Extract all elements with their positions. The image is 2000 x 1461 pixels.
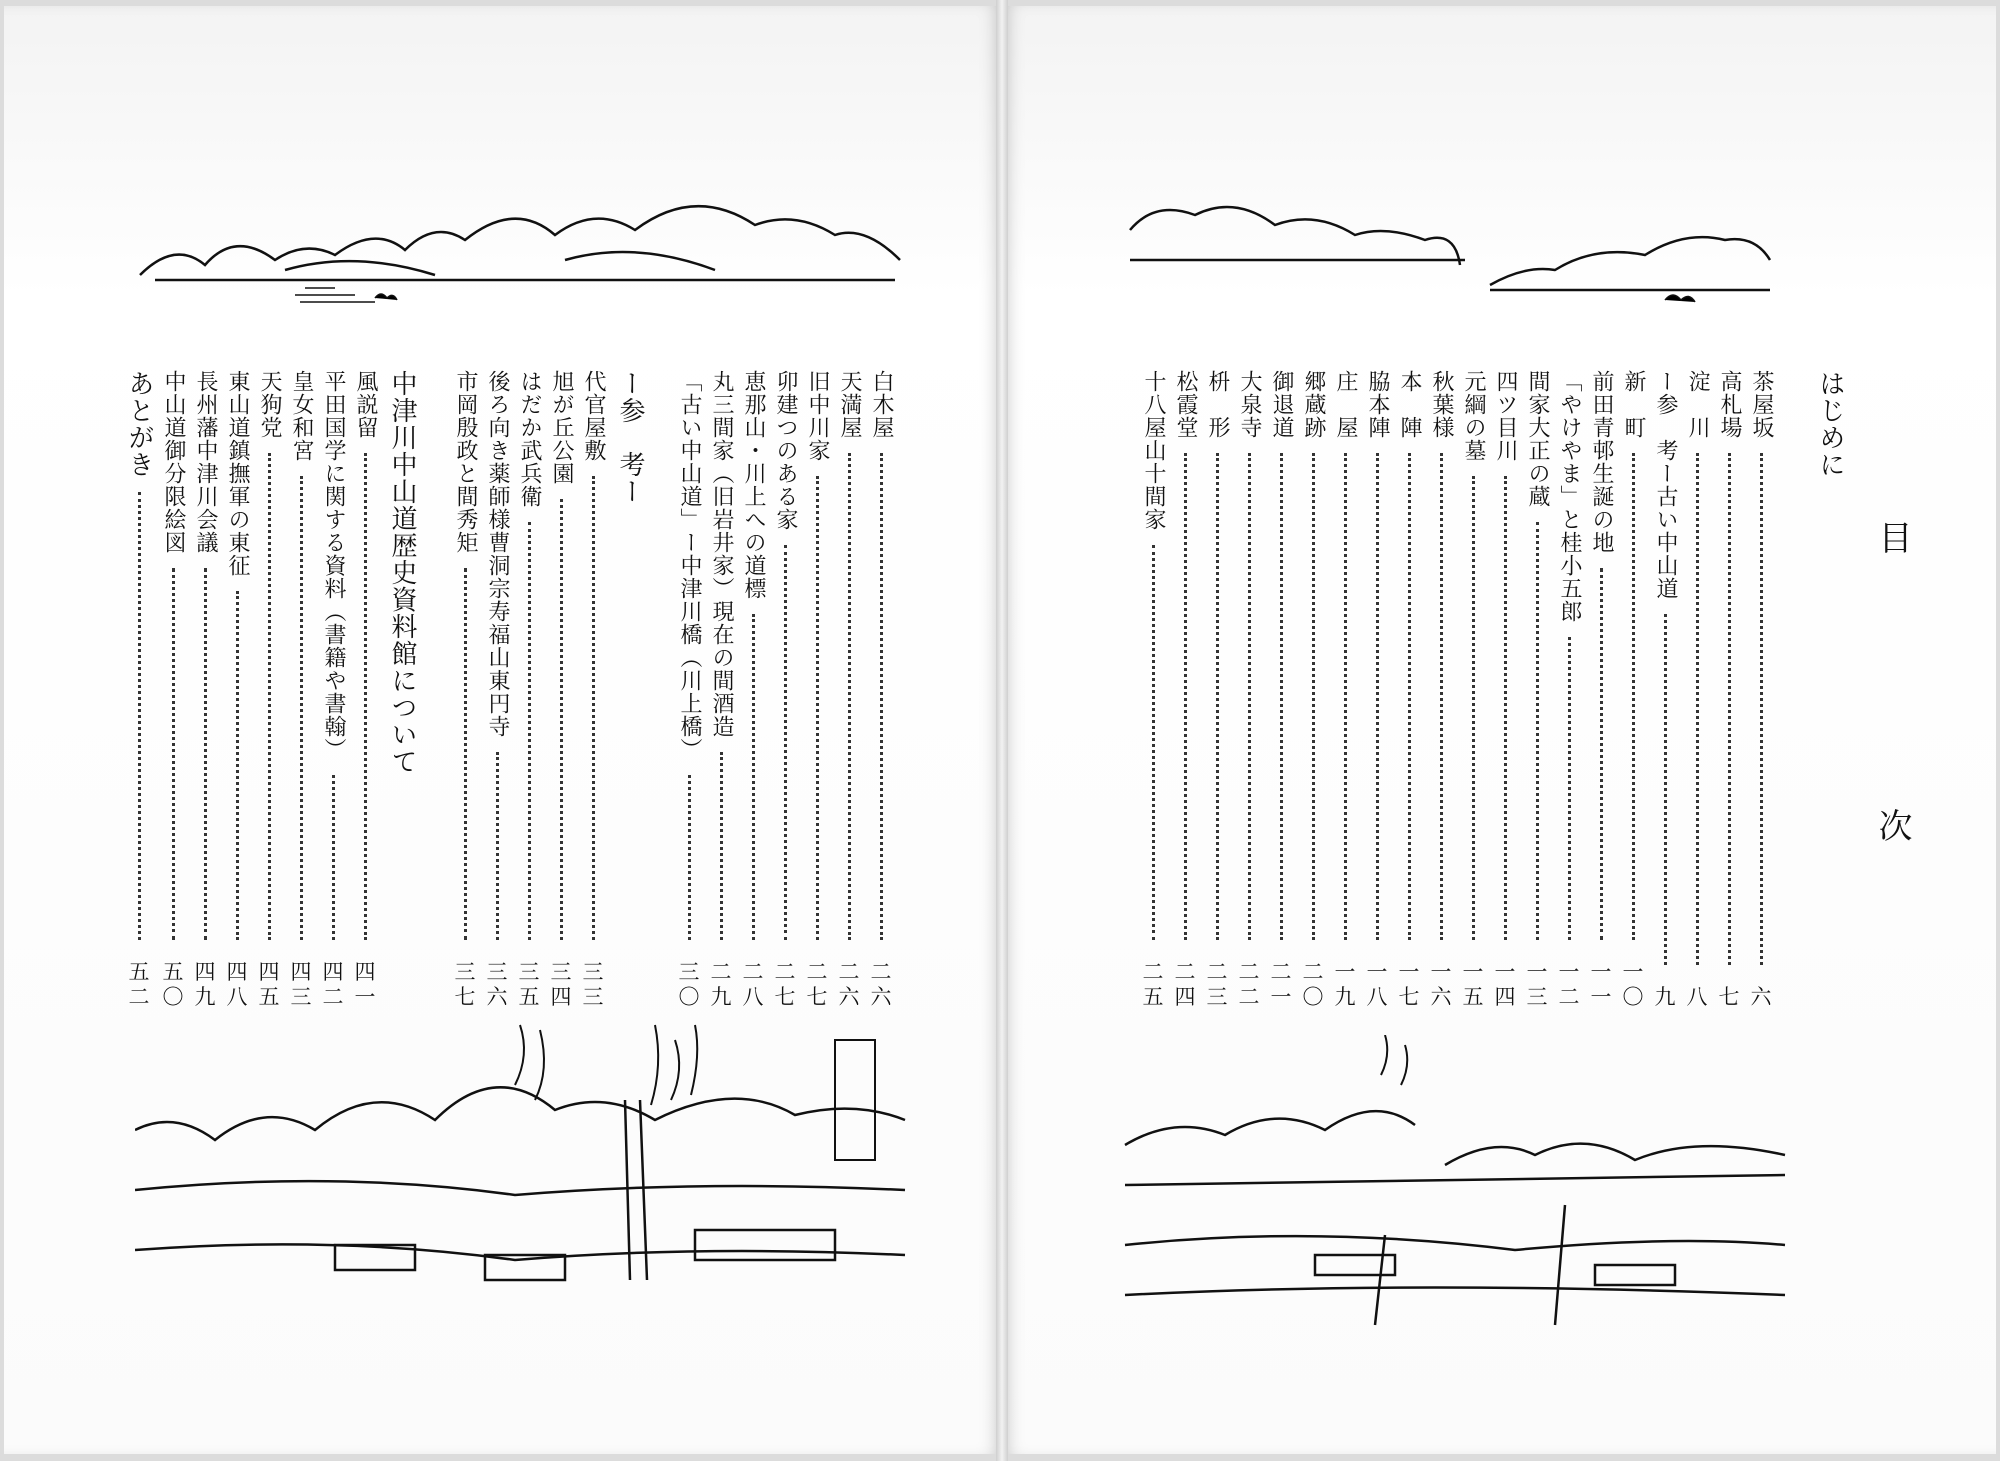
toc-page: 一二 [1558,959,1580,1009]
toc-entry[interactable] [224,370,250,1010]
toc-leader [848,453,851,940]
toc-label: 松霞堂 [1173,370,1198,439]
toc-page: 一五 [1462,959,1484,1009]
toc-label: 東山道鎮撫軍の東征 [225,370,250,577]
toc-leader [592,476,595,940]
toc-label: 元綱の墓 [1461,370,1486,462]
toc-entry[interactable] [1748,370,1774,1010]
toc-page: 二三 [1206,959,1228,1009]
toc-label: 淀 川 [1685,370,1710,439]
toc-leader [880,453,883,940]
toc-label: 白木屋 [869,370,894,439]
toc-leader [464,568,467,940]
toc-leader [816,476,819,940]
toc-leader [332,775,335,940]
toc-label: あとがき [124,370,154,478]
toc-label: 平田国学に関する資料（書籍や書翰） [321,370,346,761]
toc-page: 四二 [322,959,344,1009]
toc-entry[interactable] [1460,370,1486,1010]
toc-entry[interactable] [1268,370,1294,1010]
toc-page: 二八 [742,959,764,1009]
toc-label: 茶屋坂 [1749,370,1774,439]
toc-page: 八 [1686,984,1708,1009]
toc-entry[interactable] [804,370,830,1010]
toc-entry[interactable] [676,370,702,1010]
toc-page: 一七 [1398,959,1420,1009]
toc-entry[interactable] [1172,370,1198,1010]
toc-page: 三四 [550,959,572,1009]
toc-leader [364,453,367,940]
toc-label: 大泉寺 [1237,370,1262,439]
toc-label: 脇本陣 [1365,370,1390,439]
toc-page: 七 [1718,984,1740,1009]
toc-leader [1696,453,1699,965]
toc-label: 枡 形 [1205,370,1230,439]
toc-leader [560,499,563,940]
toc-leader [1472,476,1475,940]
toc-label: 天満屋 [837,370,862,439]
toc-leader [204,568,207,940]
toc-entry[interactable] [548,370,574,1010]
toc-label: 後ろ向き薬師様曹洞宗寿福山東円寺 [485,370,510,738]
toc-label: 天狗党 [257,370,282,439]
toc-leader [1408,453,1411,940]
toc-page: 一一 [1590,959,1612,1009]
toc-entry[interactable] [1620,370,1646,1010]
toc-label: 「古い中山道」ー中津川橋（川上橋） [677,370,702,761]
toc-page: 五二 [128,959,150,1009]
toc-entry[interactable] [1588,370,1614,1010]
toc-page: 一八 [1366,959,1388,1009]
toc-label: 前田青邨生誕の地 [1589,370,1614,554]
toc-page: 二九 [710,959,732,1009]
toc-leader [688,775,691,940]
toc-leader [138,492,141,940]
toc-leader [1312,453,1315,940]
toc-page: 一〇 [1622,959,1644,1009]
toc-label: 御退道 [1269,370,1294,439]
mountain-sketch-top-left [135,180,905,310]
toc-page: 四一 [354,959,376,1009]
toc-entry[interactable] [192,370,218,1010]
toc-leader [172,568,175,940]
toc-page: 三五 [518,959,540,1009]
toc-label: ー参 考ー古い中山道 [1653,370,1678,600]
toc-label: 四ツ目川 [1493,370,1518,462]
townscape-sketch-bottom-right [1115,1035,1795,1335]
toc-leader [236,591,239,940]
toc-leader [720,752,723,940]
heading-hajimeni: はじめに [1815,370,1845,478]
toc-entry[interactable] [1716,370,1742,1010]
toc-label: 間家大正の蔵 [1525,370,1550,508]
toc-page: 二〇 [1302,959,1324,1009]
toc-entry[interactable] [288,370,314,1010]
toc-entry[interactable] [1300,370,1326,1010]
toc-label: 丸三間家（旧岩井家）現在の間酒造 [709,370,734,738]
toc-label: 高札場 [1717,370,1742,439]
toc-entry[interactable] [740,370,766,1010]
toc-leader [496,752,499,940]
heading-museum: 中津川中山道歴史資料館について [387,370,417,775]
toc-leader [1504,476,1507,940]
toc-page: 二四 [1174,959,1196,1009]
toc-entry[interactable] [484,370,510,1010]
toc-page: 二二 [1238,959,1260,1009]
toc-leader [1216,453,1219,940]
toc-page: 二一 [1270,959,1292,1009]
toc-leader [1376,453,1379,940]
toc-entry[interactable] [580,370,606,1010]
toc-leader [1600,568,1603,940]
toc-entry[interactable] [1652,370,1678,1010]
toc-leader [1248,453,1251,940]
toc-page: 二七 [774,959,796,1009]
heading-reference: ー参 考ー [615,370,645,505]
toc-entry[interactable] [1332,370,1358,1010]
toc-entry[interactable] [1140,370,1166,1010]
toc-page: 三〇 [678,959,700,1009]
toc-label: 本 陣 [1397,370,1422,439]
toc-page: 一四 [1494,959,1516,1009]
toc-label: 市岡殷政と間秀矩 [453,370,478,554]
toc-entry[interactable] [1428,370,1454,1010]
toc-leader [1536,522,1539,940]
toc-entry-afterword[interactable] [126,370,152,1010]
toc-page: 三三 [582,959,604,1009]
toc-label: 新 町 [1621,370,1646,439]
toc-label: 旭が丘公園 [549,370,574,485]
toc-entry[interactable] [1524,370,1550,1010]
toc-page: 九 [1654,984,1676,1009]
toc-page: 六 [1750,984,1772,1009]
toc-label: 皇女和宮 [289,370,314,462]
toc-entry[interactable] [160,370,186,1010]
toc-page: 二七 [806,959,828,1009]
toc-page: 四九 [194,959,216,1009]
toc-label: はだか武兵衛 [517,370,542,508]
toc-entry[interactable] [836,370,862,1010]
toc-entry[interactable] [352,370,378,1010]
toc-entry[interactable] [1204,370,1230,1010]
book-gutter [996,0,1008,1461]
toc-entry[interactable] [320,370,346,1010]
toc-entry[interactable] [1236,370,1262,1010]
toc-entry[interactable] [772,370,798,1010]
toc-leader [1568,637,1571,940]
page-title: 目 次 [1872,520,1912,952]
toc-label: 卯建つのある家 [773,370,798,531]
toc-leader [1440,453,1443,940]
toc-leader [1728,453,1731,965]
toc-entry[interactable] [1556,370,1582,1010]
toc-page: 四五 [258,959,280,1009]
toc-page: 五〇 [162,959,184,1009]
toc-leader [1280,453,1283,940]
toc-label: 風説留 [353,370,378,439]
toc-entry[interactable] [868,370,894,1010]
toc-label: 代官屋敷 [581,370,606,462]
toc-leader [1760,453,1763,965]
toc-leader [1344,453,1347,940]
toc-leader [528,522,531,940]
toc-entry[interactable] [708,370,734,1010]
toc-leader [1184,453,1187,940]
toc-label: 郷蔵跡 [1301,370,1326,439]
toc-page: 二五 [1142,959,1164,1009]
toc-entry[interactable] [1684,370,1710,1010]
toc-leader [752,614,755,940]
toc-entry[interactable] [1364,370,1390,1010]
toc-entry[interactable] [516,370,542,1010]
mountain-sketch-top-right [1125,190,1775,310]
toc-label: 旧中川家 [805,370,830,462]
toc-leader [300,476,303,940]
toc-page: 三六 [486,959,508,1009]
toc-leader [268,453,271,940]
toc-entry[interactable] [1396,370,1422,1010]
toc-page: 二六 [870,959,892,1009]
toc-label: 庄 屋 [1333,370,1358,439]
toc-leader [1152,545,1155,940]
toc-page: 三七 [454,959,476,1009]
toc-page: 一六 [1430,959,1452,1009]
townscape-sketch-bottom-left [135,1020,915,1360]
toc-page: 一九 [1334,959,1356,1009]
toc-label: 「やけやま」と桂小五郎 [1557,370,1582,623]
toc-page: 四八 [226,959,248,1009]
toc-entry[interactable] [1492,370,1518,1010]
toc-entry[interactable] [256,370,282,1010]
toc-leader [1632,453,1635,940]
toc-label: 恵那山・川上への道標 [741,370,766,600]
toc-label: 長州藩中津川会議 [193,370,218,554]
toc-page: 二六 [838,959,860,1009]
toc-leader [1664,614,1667,965]
toc-leader [784,545,787,940]
toc-label: 秋葉様 [1429,370,1454,439]
toc-entry[interactable] [452,370,478,1010]
toc-label: 中山道御分限絵図 [161,370,186,554]
toc-page: 一三 [1526,959,1548,1009]
toc-label: 十八屋山十間家 [1141,370,1166,531]
toc-page: 四三 [290,959,312,1009]
